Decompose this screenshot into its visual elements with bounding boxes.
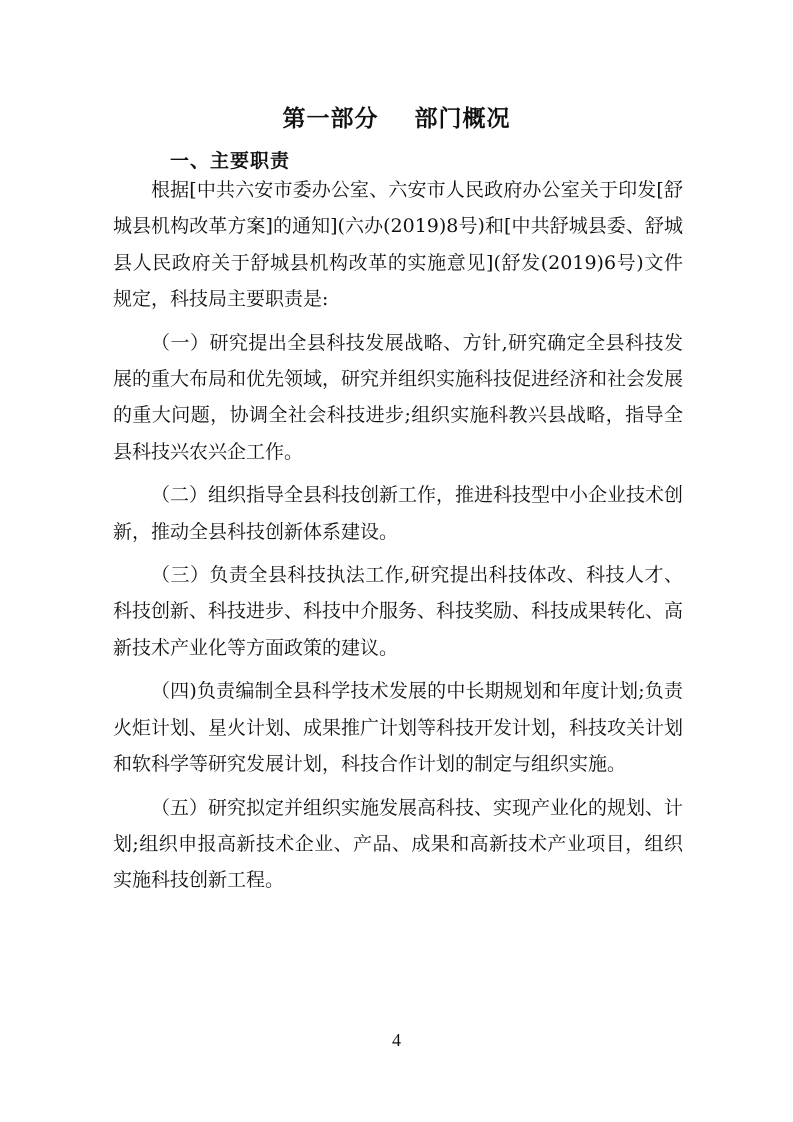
- paragraph-intro: 根据[中共六安市委办公室、六安市人民政府办公室关于印发[舒城县机构改革方案]的通知](六办(2019)8号)和[中共舒城县委、舒城县人民政府关于舒城县机构改革的实施意见](舒发(2019)6号)文件规定，科技局主要职责是:: [113, 179, 683, 311]
- paragraph-duty-5: （五）研究拟定并组织实施发展高科技、实现产业化的规划、计划;组织申报高新技术企业、产品、成果和高新技术产业项目，组织实施科技创新工程。: [113, 796, 684, 892]
- document-body: [113, 172, 683, 906]
- paragraph-duty-3: （三）负责全县科技执法工作,研究提出科技体改、科技人才、科技创新、科技进步、科技中介服务、科技奖励、科技成果转化、高新技术产业化等方面政策的建议。: [113, 564, 684, 659]
- paragraph-duty-1: （一）研究提出全县科技发展战略、方针,研究确定全县科技发展的重大布局和优先领域，研究并组织实施科技促进经济和社会发展的重大问题，协调全社会科技进步;组织实施科教兴县战略，指导全县科技兴农兴企工作。: [113, 331, 684, 463]
- section-heading: 一、主要职责: [170, 150, 291, 172]
- paragraph-duty-2: （二）组织指导全县科技创新工作，推进科技型中小企业技术创新，推动全县科技创新体系建设。: [113, 484, 684, 543]
- page-number: 4: [392, 1030, 401, 1050]
- paragraph-duty-4: （四)负责编制全县科学技术发展的中长期规划和年度计划;负责火炬计划、星火计划、成果推广计划等科技开发计划，科技攻关计划和软科学等研究发展计划，科技合作计划的制定与组织实施。: [113, 680, 684, 776]
- page-title: 第一部分 部门概况: [282, 106, 511, 132]
